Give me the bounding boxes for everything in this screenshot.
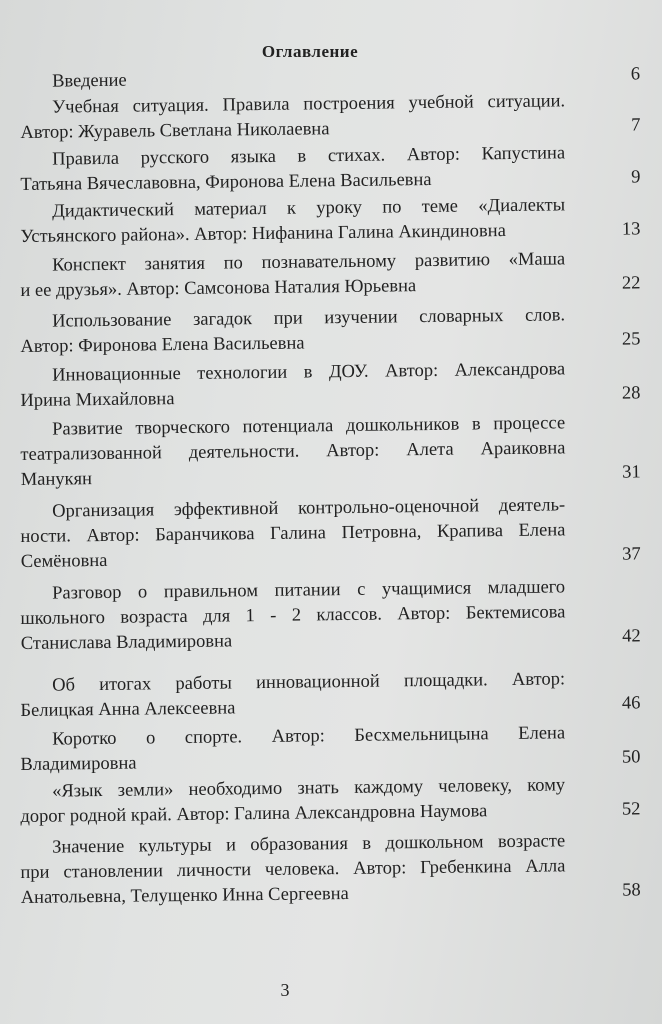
toc-entry	[20, 193, 641, 250]
toc-entry-line: Развитие творческого потенциала дошкольников в процессе	[52, 413, 566, 440]
toc-entry-line: Семёновна	[20, 550, 108, 572]
toc-entry	[20, 575, 641, 657]
toc-entry	[20, 721, 641, 778]
toc-entry-page: 31	[622, 462, 641, 483]
toc-entry-line: Анатольевна, Телущенко Инна Сергеевна	[20, 883, 349, 908]
toc-entry	[20, 411, 641, 493]
toc-entry-line: Значение культуры и образования в дошкольном возрасте	[52, 831, 566, 858]
toc-entry	[20, 247, 641, 304]
toc-entry-page: 37	[622, 544, 641, 565]
toc-entry-line: Станислава Владимировна	[20, 631, 233, 654]
toc-entry	[20, 357, 641, 414]
toc-entry	[20, 303, 641, 360]
toc-entry-page: 58	[622, 880, 641, 901]
toc-entry-page: 46	[621, 693, 641, 714]
toc-entry-line: Об итогах работы инновационной площадки. Автор:	[52, 669, 566, 696]
toc-entry-page: 52	[621, 799, 641, 820]
toc-entry-line: Коротко о спорте. Автор: Бесхмельницына Елена	[52, 723, 566, 750]
toc-entry	[20, 493, 641, 575]
toc-entry-line: Ирина Михайловна	[20, 389, 175, 411]
toc-entry-line: Дидактический материал к уроку по теме «Диалекты	[52, 195, 566, 222]
toc-entry-page: 13	[621, 219, 641, 240]
toc-entry-line: Устьянского района». Автор: Нифанина Галина Акиндиновна	[20, 221, 506, 247]
toc-entry-page: 25	[621, 329, 641, 350]
page-number: 3	[280, 980, 290, 1000]
toc-entry-page: 50	[621, 747, 641, 768]
toc-entry	[20, 829, 641, 911]
toc-entry-line: Белицкая Анна Алексеевна	[20, 698, 236, 721]
toc-entry-line: Владимировна	[20, 753, 137, 775]
toc-entry-page: 28	[621, 383, 641, 404]
toc-entry-line: Использование загадок при изучении словарных слов.	[52, 305, 566, 332]
toc-entry	[20, 89, 641, 146]
toc-entry-page: 6	[630, 64, 641, 85]
toc-entry-line: и ее друзья». Автор: Самсонова Наталия Юрьевна	[20, 276, 417, 301]
toc-entry-page: 22	[621, 273, 641, 294]
toc-title: Оглавление	[261, 42, 359, 61]
toc-entry-page: 9	[631, 167, 641, 188]
toc-entry-page: 42	[622, 626, 641, 647]
toc-entry-line: театрализованной деятельности. Автор: Алета Араиковна	[20, 438, 566, 465]
toc-entry-line: школьного возраста для 1 - 2 классов. Автор: Бектемисова	[20, 602, 566, 629]
toc-entry-line: Автор: Журавель Светлана Николаевна	[20, 119, 330, 143]
toc-entry-line: «Язык земли» необходимо знать каждому человеку, кому	[52, 775, 566, 802]
toc-entry-line: Инновационные технологии в ДОУ. Автор: Александрова	[52, 359, 566, 386]
toc-entry-line: Правила русского языка в стихах. Автор: Капустина	[52, 143, 566, 170]
toc-entry	[20, 773, 641, 830]
toc-entry	[20, 141, 641, 198]
toc-entry-line: при становлении личности человека. Автор: Гребенкина Алла	[20, 856, 566, 883]
toc-entry-line: Татьяна Вячеславовна, Фиронова Елена Васильевна	[20, 169, 432, 195]
toc-entry-line: Манукян	[20, 469, 93, 490]
toc-entry-page: 7	[631, 115, 641, 136]
toc-entry-line: ности. Автор: Баранчикова Галина Петровна, Крапива Елена	[20, 520, 566, 547]
toc-entry	[20, 667, 641, 724]
toc-entry-line: Введение	[52, 70, 127, 92]
toc-entry-line: Конспект занятия по познавательному развитию «Маша	[52, 249, 566, 276]
toc-entry-line: Организация эффективной контрольно-оценочной деятель-	[52, 495, 566, 522]
toc-entry-line: Разговор о правильном питании с учащимися младшего	[52, 577, 566, 604]
toc-entry-line: дорог родной край. Автор: Галина Александровна Наумова	[20, 801, 488, 827]
toc-entry-line: Автор: Фиронова Елена Васильевна	[20, 333, 305, 357]
toc-entry-line: Учебная ситуация. Правила построения учебной ситуации.	[52, 91, 566, 118]
